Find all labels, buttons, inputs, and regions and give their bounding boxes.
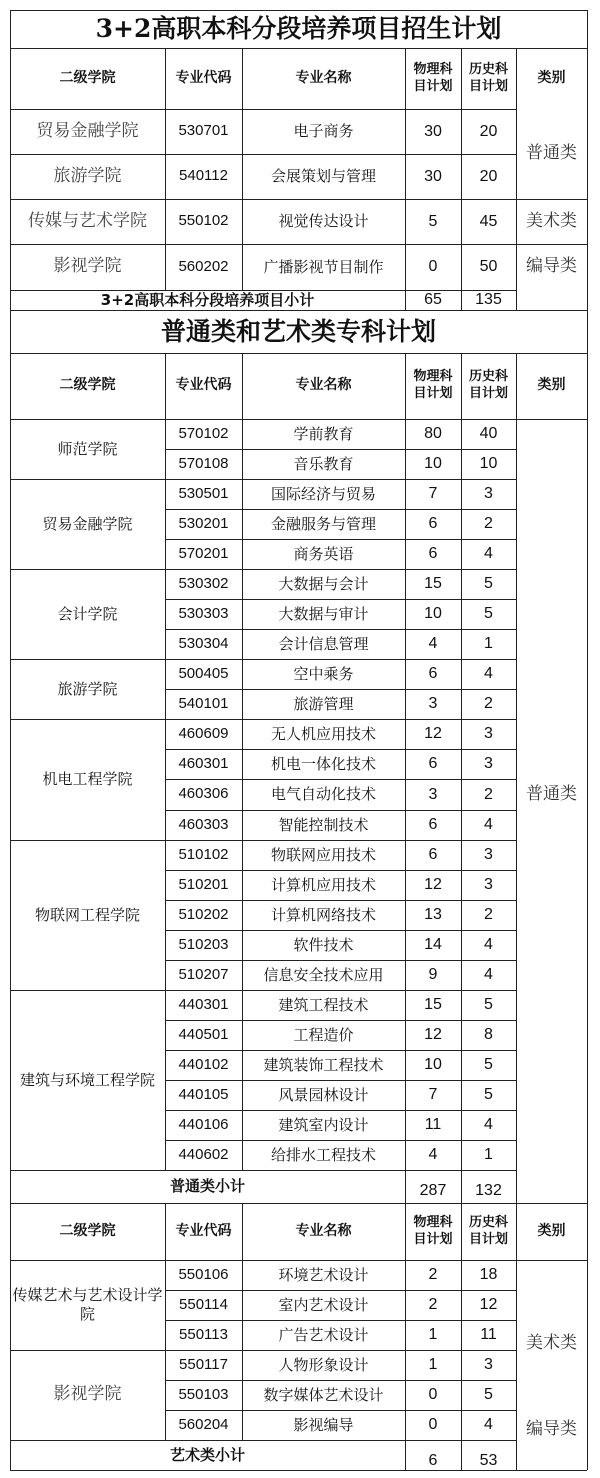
history-plan: 10 (479, 455, 498, 472)
physics-plan: 6 (428, 515, 438, 532)
physics-plan: 11 (424, 1116, 442, 1133)
subtotal-physics: 287 (419, 1181, 447, 1199)
physics-plan: 4 (428, 1146, 438, 1163)
physics-plan: 4 (428, 635, 438, 652)
history-plan: 11 (480, 1326, 497, 1343)
header-category: 类别 (537, 377, 566, 394)
major-code: 550114 (179, 1295, 228, 1313)
history-plan: 2 (484, 695, 493, 712)
physics-plan: 6 (428, 545, 438, 562)
grid-line (587, 10, 588, 1470)
grid-line (516, 353, 517, 1170)
grid-line (165, 1203, 166, 1440)
major-code: 560204 (178, 1415, 229, 1433)
major-code: 550102 (178, 212, 229, 230)
header-physics: 物理科目计划 (413, 1214, 453, 1247)
header-physics: 物理科目计划 (413, 369, 453, 401)
major-code: 530501 (178, 484, 229, 502)
history-plan: 3 (484, 755, 493, 772)
history-plan: 2 (484, 906, 493, 923)
major-name: 智能控制技术 (278, 815, 369, 834)
history-plan: 4 (484, 966, 493, 983)
history-plan: 4 (484, 816, 493, 833)
history-plan: 5 (484, 1386, 493, 1403)
history-plan: 8 (484, 1026, 493, 1043)
major-name: 电子商务 (293, 122, 354, 141)
subtotal-history: 135 (475, 291, 502, 308)
header-history: 历史科目计划 (469, 1214, 509, 1247)
header-history: 历史科目计划 (469, 61, 509, 94)
grid-line (10, 353, 11, 1170)
major-code: 550117 (179, 1355, 228, 1373)
physics-plan: 13 (424, 906, 442, 923)
physics-plan: 6 (428, 665, 438, 682)
major-name: 国际经济与贸易 (270, 484, 376, 503)
major-code: 540101 (178, 694, 229, 712)
grid-line (10, 1203, 11, 1440)
grid-line (516, 290, 517, 310)
history-plan: 20 (479, 122, 498, 140)
physics-plan: 6 (428, 755, 438, 772)
physics-plan: 12 (424, 1026, 442, 1043)
grid-line (405, 48, 406, 290)
college-name: 机电工程学院 (42, 770, 133, 789)
header-name: 专业名称 (295, 69, 352, 86)
physics-plan: 30 (424, 122, 442, 140)
history-plan: 3 (484, 876, 493, 893)
grid-line (242, 353, 243, 1170)
subtotal-label: 3+2高职本科分段培养项目小计 (100, 290, 315, 309)
grid-line (405, 1203, 406, 1440)
history-plan: 18 (479, 1266, 498, 1283)
major-code: 510203 (178, 935, 229, 953)
major-name: 商务英语 (293, 544, 354, 563)
college-name: 师范学院 (57, 439, 118, 458)
history-plan: 3 (484, 485, 493, 502)
header-college: 二级学院 (59, 377, 116, 394)
history-plan: 4 (484, 665, 493, 682)
physics-plan: 5 (428, 212, 438, 230)
history-plan: 5 (484, 575, 493, 592)
history-plan: 1 (484, 1146, 493, 1163)
grid-line (461, 353, 462, 1170)
major-code: 500405 (178, 664, 229, 682)
major-name: 广告艺术设计 (278, 1325, 369, 1344)
major-name: 旅游管理 (293, 694, 354, 713)
major-name: 计算机网络技术 (270, 905, 376, 924)
physics-plan: 0 (428, 258, 438, 275)
major-name: 数字媒体艺术设计 (263, 1385, 384, 1404)
category-label: 普通类 (526, 143, 577, 164)
subtotal-history: 132 (475, 1181, 502, 1199)
physics-plan: 7 (428, 485, 438, 502)
major-name: 物联网应用技术 (270, 845, 376, 864)
major-name: 工程造价 (293, 1025, 354, 1044)
major-name: 广播影视节目制作 (263, 257, 384, 276)
grid-line (461, 1203, 462, 1440)
physics-plan: 2 (428, 1296, 438, 1313)
physics-plan: 3 (428, 695, 438, 712)
college-name: 贸易金融学院 (36, 120, 139, 141)
history-plan: 5 (484, 996, 493, 1013)
category-label: 编导类 (526, 1419, 577, 1440)
major-code: 460303 (178, 815, 229, 833)
history-plan: 5 (484, 1086, 493, 1103)
physics-plan: 15 (424, 575, 442, 592)
subtotal-label: 普通类小计 (169, 1177, 245, 1196)
physics-plan: 15 (424, 996, 442, 1013)
physics-plan: 6 (428, 846, 438, 863)
history-plan: 4 (484, 1116, 493, 1133)
college-name: 物联网工程学院 (34, 905, 140, 924)
major-name: 建筑装饰工程技术 (263, 1055, 384, 1074)
major-code: 440602 (178, 1145, 229, 1163)
major-code: 510201 (178, 875, 229, 893)
section2-title: 普通类和艺术类专科计划 (160, 316, 436, 346)
header-physics: 物理科目计划 (413, 61, 453, 94)
major-name: 信息安全技术应用 (263, 965, 384, 984)
college-name: 会计学院 (57, 604, 118, 623)
grid-line (165, 353, 166, 1170)
college-name: 旅游学院 (57, 679, 118, 698)
major-code: 560202 (178, 257, 229, 275)
major-code: 530302 (178, 574, 229, 592)
physics-plan: 10 (424, 455, 442, 472)
major-code: 530201 (178, 514, 229, 532)
major-name: 人物形象设计 (278, 1355, 369, 1374)
category-label: 编导类 (526, 256, 577, 277)
history-plan: 5 (484, 1056, 493, 1073)
grid-line (461, 1170, 462, 1203)
major-code: 530304 (178, 634, 229, 652)
major-name: 环境艺术设计 (278, 1265, 369, 1284)
physics-plan: 30 (424, 167, 442, 185)
major-code: 440301 (178, 995, 229, 1013)
grid-line (10, 1470, 587, 1471)
grid-line (405, 1440, 406, 1470)
grid-line (461, 1440, 462, 1470)
college-name: 贸易金融学院 (42, 514, 133, 533)
history-plan: 2 (484, 515, 493, 532)
subtotal-physics: 6 (428, 1452, 438, 1469)
physics-plan: 12 (424, 876, 442, 893)
section1-title: 3+2高职本科分段培养项目招生计划 (95, 14, 502, 44)
header-college: 二级学院 (59, 1222, 116, 1239)
major-name: 室内艺术设计 (278, 1295, 369, 1314)
history-plan: 4 (484, 545, 493, 562)
header-name: 专业名称 (295, 1222, 352, 1239)
major-name: 机电一体化技术 (270, 754, 376, 773)
college-name: 影视学院 (53, 1384, 122, 1405)
major-code: 510207 (178, 965, 229, 983)
college-name: 建筑与环境工程学院 (19, 1070, 155, 1089)
major-name: 计算机应用技术 (270, 875, 376, 894)
header-category: 类别 (537, 69, 566, 86)
major-name: 建筑室内设计 (278, 1115, 369, 1134)
category-label: 美术类 (526, 1333, 577, 1354)
history-plan: 3 (484, 1356, 493, 1373)
major-name: 金融服务与管理 (270, 514, 376, 533)
history-plan: 3 (484, 725, 493, 742)
history-plan: 12 (479, 1296, 498, 1313)
grid-line (516, 1170, 517, 1203)
college-name: 影视学院 (53, 256, 122, 277)
grid-line (516, 48, 517, 290)
major-name: 空中乘务 (293, 664, 354, 683)
grid-line (242, 1203, 243, 1440)
major-name: 大数据与审计 (278, 604, 369, 623)
major-name: 音乐教育 (293, 454, 354, 473)
major-code: 440106 (178, 1115, 229, 1133)
header-category: 类别 (537, 1222, 566, 1239)
grid-line (516, 1203, 517, 1440)
major-code: 550113 (179, 1325, 228, 1343)
header-code: 专业代码 (175, 1222, 232, 1239)
grid-line (516, 1440, 517, 1470)
grid-line (165, 48, 166, 290)
major-code: 530303 (178, 604, 229, 622)
physics-plan: 1 (428, 1356, 438, 1373)
major-name: 无人机应用技术 (270, 724, 376, 743)
subtotal-history: 53 (479, 1452, 498, 1469)
history-plan: 3 (484, 846, 493, 863)
major-name: 大数据与会计 (278, 574, 369, 593)
major-code: 570201 (178, 544, 229, 562)
major-code: 460306 (178, 785, 229, 803)
major-code: 510202 (178, 905, 229, 923)
physics-plan: 80 (424, 425, 442, 442)
physics-plan: 10 (424, 605, 442, 622)
history-plan: 20 (479, 167, 498, 185)
college-name: 旅游学院 (53, 165, 122, 186)
major-code: 570108 (178, 454, 229, 472)
physics-plan: 2 (428, 1266, 438, 1283)
subtotal-physics: 65 (424, 291, 442, 308)
major-name: 风景园林设计 (278, 1085, 369, 1104)
physics-plan: 14 (424, 936, 442, 953)
grid-line (405, 1170, 406, 1203)
physics-plan: 6 (428, 816, 438, 833)
category-label: 美术类 (526, 210, 577, 231)
history-plan: 45 (479, 212, 498, 230)
history-plan: 40 (479, 425, 498, 442)
major-code: 440105 (178, 1085, 229, 1103)
major-code: 440102 (178, 1055, 229, 1073)
major-name: 电气自动化技术 (270, 785, 376, 804)
physics-plan: 3 (428, 785, 438, 803)
subtotal-label: 艺术类小计 (169, 1445, 245, 1464)
physics-plan: 0 (428, 1416, 438, 1433)
history-plan: 4 (484, 936, 493, 953)
physics-plan: 0 (428, 1386, 438, 1403)
grid-line (242, 48, 243, 290)
major-name: 建筑工程技术 (278, 995, 369, 1014)
physics-plan: 10 (424, 1056, 442, 1073)
major-code: 510102 (178, 845, 229, 863)
history-plan: 2 (484, 785, 493, 803)
grid-line (405, 353, 406, 1170)
header-college: 二级学院 (59, 69, 116, 86)
major-name: 会计信息管理 (278, 634, 369, 653)
major-code: 460301 (178, 754, 229, 772)
category-label: 普通类 (526, 783, 577, 804)
major-name: 会展策划与管理 (270, 167, 376, 186)
physics-plan: 1 (428, 1326, 438, 1343)
physics-plan: 12 (424, 725, 442, 742)
college-name: 传媒艺术与艺术设计学院 (12, 1286, 163, 1323)
major-code: 440501 (178, 1025, 229, 1043)
college-name: 传媒与艺术学院 (28, 210, 147, 231)
major-code: 550106 (178, 1265, 229, 1283)
major-code: 530701 (178, 122, 229, 140)
major-code: 540112 (179, 167, 228, 185)
header-name: 专业名称 (295, 377, 352, 394)
major-name: 视觉传达设计 (278, 212, 369, 231)
history-plan: 5 (484, 605, 493, 622)
major-name: 软件技术 (293, 935, 354, 954)
enrollment-plan-sheet (10, 10, 587, 1470)
grid-line (461, 48, 462, 290)
history-plan: 4 (484, 1416, 493, 1433)
history-plan: 50 (479, 258, 498, 275)
major-name: 学前教育 (293, 424, 354, 443)
physics-plan: 7 (428, 1086, 438, 1103)
major-code: 570102 (178, 424, 229, 442)
major-code: 550103 (178, 1385, 229, 1403)
header-history: 历史科目计划 (469, 369, 509, 401)
history-plan: 1 (484, 635, 493, 652)
header-code: 专业代码 (175, 69, 232, 86)
major-name: 影视编导 (293, 1415, 354, 1434)
major-name: 给排水工程技术 (270, 1145, 376, 1164)
header-code: 专业代码 (175, 377, 232, 394)
physics-plan: 9 (428, 966, 438, 983)
major-code: 460609 (178, 724, 229, 742)
